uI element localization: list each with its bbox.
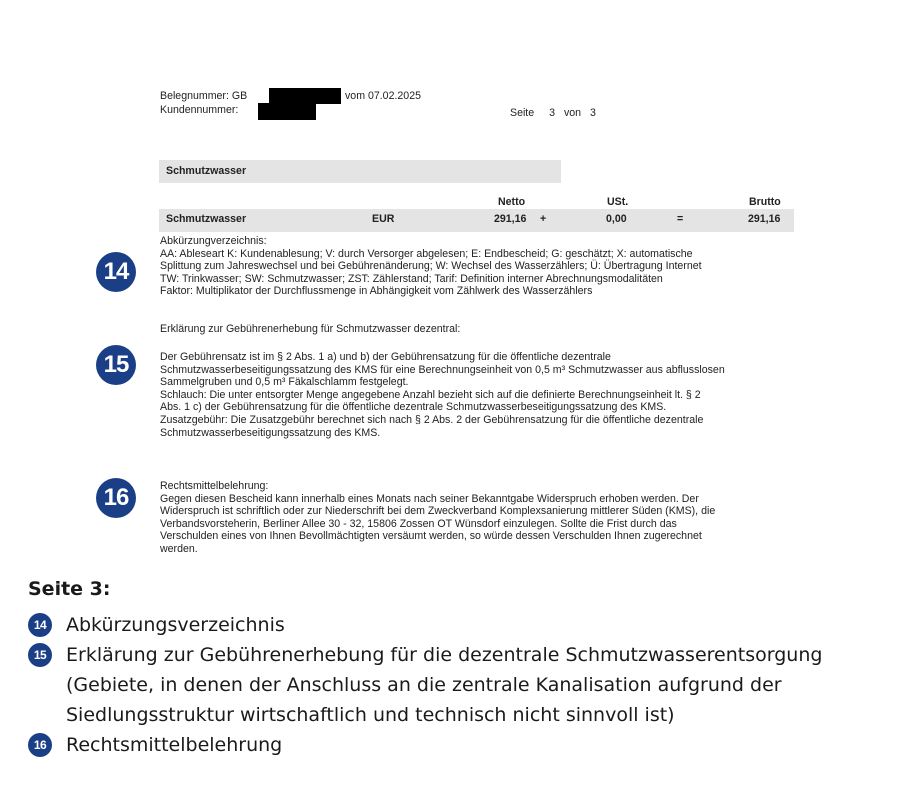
explanation-line: Schmutzwasserbeseitigungssatzung des KMS für eine Berechnungseinheit von 0,5 m³ Schmutzwasser aus abflusslosen	[160, 363, 725, 376]
row-currency: EUR	[372, 213, 395, 225]
row-netto: 291,16	[494, 213, 527, 225]
page-indicator	[510, 107, 596, 120]
explanation-block	[160, 351, 725, 439]
col-ust: USt.	[607, 196, 629, 208]
explanation-line: Sammelgruben und 0,5 m³ Fäkalschlamm festgelegt.	[160, 376, 409, 389]
legend-title: Seite 3:	[28, 578, 111, 600]
legend-item-15	[28, 640, 908, 730]
badge-15: 15	[96, 345, 136, 385]
page-total: 3	[590, 107, 596, 119]
abbrev-line: Abkürzungverzeichnis:	[160, 235, 267, 247]
badge-16: 16	[96, 478, 136, 518]
von-label: von	[563, 107, 582, 119]
legend-text-14: Abkürzungsverzeichnis	[66, 614, 285, 636]
table-row-box	[159, 209, 794, 232]
legend-badge-16: 16	[28, 733, 52, 757]
redacted-belegnummer	[269, 88, 341, 104]
belegnummer-label: Belegnummer: GB	[160, 90, 248, 102]
legend-text-16: Rechtsmittelbelehrung	[66, 734, 283, 756]
abbreviation-block	[160, 235, 702, 298]
document-date: vom 07.02.2025	[345, 90, 421, 102]
legal-line: Verschulden eines von Ihnen Bevollmächtigten versäumt werden, so würde dessen Verschulden Ihnen zugerechnet	[160, 530, 702, 543]
explanation-line: Zusatzgebühr: Die Zusatzgebühr berechnet sich nach § 2 Abs. 2 der Gebührensatzung für die öffentliche dezentrale	[160, 413, 704, 426]
row-label: Schmutzwasser	[166, 213, 247, 225]
badge-14: 14	[96, 252, 136, 292]
legal-line: werden.	[160, 542, 198, 555]
legend	[28, 578, 908, 760]
legal-line: Gegen diesen Bescheid kann innerhalb eines Monats nach seiner Bekanntgabe Widerspruch erhoben werden. Der	[160, 492, 699, 505]
abbrev-line: AA: Ableseart K: Kundenablesung; V: durch Versorger abgelesen; E: Endbescheid; G: geschätzt; X: automatische	[160, 247, 693, 260]
legal-line: Rechtsmittelbelehrung:	[160, 480, 269, 492]
page-current: 3	[549, 107, 556, 119]
legend-text-15-line: (Gebiete, in denen der Anschluss an die zentrale Kanalisation aufgrund der	[66, 674, 782, 696]
legend-text-15-line: Erklärung zur Gebührenerhebung für die dezentrale Schmutzwasserentsorgung	[66, 644, 823, 666]
kundennummer-label: Kundennummer:	[160, 104, 239, 116]
legend-item-16	[28, 730, 908, 760]
legend-text-15-line: Siedlungsstruktur wirtschaftlich und technisch nicht sinnvoll ist)	[66, 704, 675, 726]
seite-label: Seite	[510, 107, 535, 119]
abbrev-line: TW: Trinkwasser; SW: Schmutzwasser; ZST: Zählerstand; Tarif: Definition interner Abrechnungsmodalitäten	[160, 272, 663, 285]
row-brutto: 291,16	[748, 213, 781, 225]
legal-line: Widerspruch ist schriftlich oder zur Niederschrift bei dem Zweckverband Komplexsanierung mittlerer Süden (KMS), die	[160, 505, 716, 518]
col-brutto: Brutto	[749, 196, 781, 208]
legal-line: Verbandsvorsteherin, Berliner Allee 30 - 32, 15806 Zossen OT Wünsdorf einzulegen. Sollte die Frist durch das	[160, 517, 677, 530]
explanation-heading: Erklärung zur Gebührenerhebung für Schmutzwasser dezentral:	[160, 323, 461, 335]
abbrev-line: Splittung zum Jahreswechsel und bei Gebührenänderung; W: Wechsel des Wasserzählers; Ü: Übertragung Internet	[160, 260, 702, 273]
explanation-line: Der Gebührensatz ist im § 2 Abs. 1 a) und b) der Gebührensatzung für die öffentliche dezentrale	[160, 351, 611, 363]
explanation-line: Schlauch: Die unter entsorgter Menge angegebene Anzahl bezieht sich auf die definierte Berechnungseinheit lt. § 2	[160, 388, 701, 401]
row-plus: +	[540, 213, 547, 225]
col-netto: Netto	[498, 196, 526, 208]
legend-item-14	[28, 610, 908, 640]
explanation-line: Schmutzwasserbeseitigungssatzung des KMS.	[160, 426, 381, 439]
redacted-kundennummer	[258, 103, 316, 120]
section-title: Schmutzwasser	[166, 165, 247, 177]
legend-badge-15: 15	[28, 643, 52, 667]
explanation-line: Abs. 1 c) der Gebührensatzung für die öffentliche dezentrale Schmutzwasserbeseitigungssatzung des KMS.	[160, 401, 667, 414]
abbrev-line: Faktor: Multiplikator der Durchflussmenge in Abhängigkeit vom Zählwerk des Wasserzählers	[160, 285, 593, 298]
row-equals: =	[677, 213, 684, 225]
row-ust: 0,00	[606, 213, 627, 225]
legend-badge-14: 14	[28, 613, 52, 637]
legal-block	[160, 480, 715, 556]
